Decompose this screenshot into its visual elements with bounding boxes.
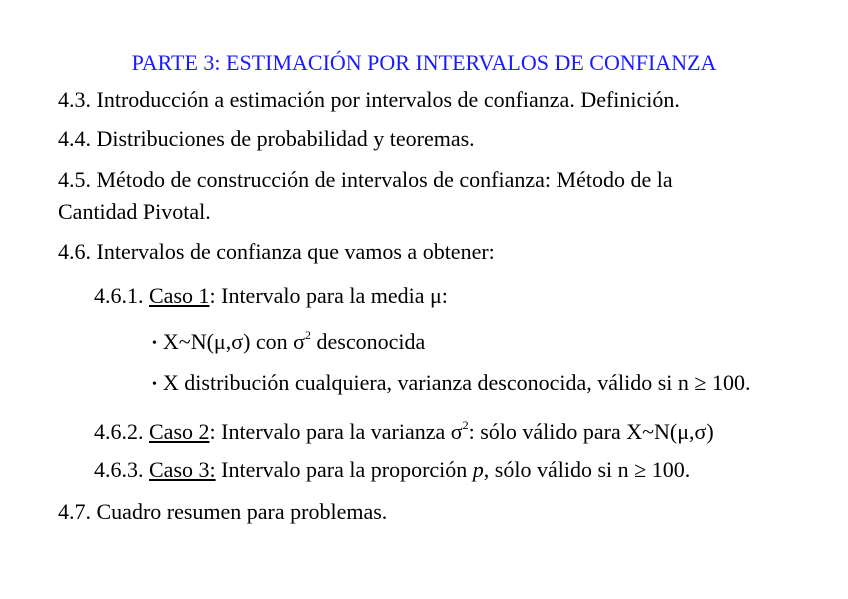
item-4-6-3-text: Intervalo para la proporción [215, 457, 473, 482]
bullet-icon: • [152, 377, 157, 392]
bullet-icon: • [152, 336, 157, 351]
item-4-4: 4.4. Distribuciones de probabilidad y teoremas. [58, 126, 475, 151]
superscript: 2 [462, 417, 469, 432]
caso-3-label: Caso 3: [149, 457, 216, 482]
item-4-7: 4.7. Cuadro resumen para problemas. [58, 499, 388, 524]
bullet-item-2 [152, 370, 750, 400]
caso-2-label: Caso 2 [149, 419, 210, 444]
bullet-item-1 [152, 329, 425, 359]
item-4-6-2-number: 4.6.2. [94, 419, 149, 444]
item-4-5-line2: Cantidad Pivotal. [58, 199, 211, 224]
slide-title: PARTE 3: ESTIMACIÓN POR INTERVALOS DE CONFIANZA [131, 50, 717, 75]
item-4-6-2-text: : Intervalo para la varianza σ [209, 419, 463, 444]
bullet-item-1-text: X~N(μ,σ) con σ [162, 329, 306, 354]
item-4-6-3 [94, 457, 690, 483]
bullet-item-1-text-end: desconocida [311, 329, 426, 354]
item-4-5-line1: 4.5. Método de construcción de intervalos de confianza: Método de la [58, 167, 673, 192]
item-4-6-2 [94, 419, 714, 445]
bullet-item-2-text: X distribución cualquiera, varianza desconocida, válido si n ≥ 100. [162, 370, 751, 395]
item-4-6-3-number: 4.6.3. [94, 457, 149, 482]
item-4-6-1-number: 4.6.1. [94, 283, 149, 308]
item-4-6-1 [94, 283, 448, 309]
item-4-6-1-text: : Intervalo para la media μ: [209, 283, 448, 308]
item-4-3: 4.3. Introducción a estimación por intervalos de confianza. Definición. [58, 87, 680, 112]
item-4-6-2-text-end: : sólo válido para X~N(μ,σ) [468, 419, 714, 444]
item-4-6: 4.6. Intervalos de confianza que vamos a obtener: [58, 239, 495, 264]
item-4-6-3-text-end: , sólo válido si n ≥ 100. [483, 457, 691, 482]
superscript: 2 [305, 327, 312, 342]
proportion-symbol: p [472, 457, 484, 482]
caso-1-label: Caso 1 [149, 283, 210, 308]
